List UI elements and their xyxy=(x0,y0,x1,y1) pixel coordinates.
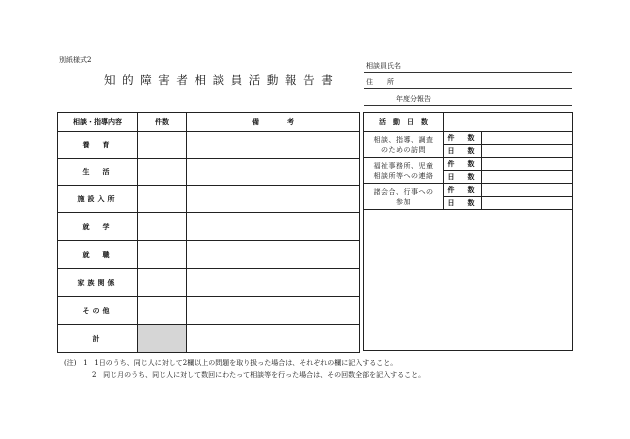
remarks-cell[interactable] xyxy=(187,186,360,213)
table-row xyxy=(58,297,360,325)
value-cell[interactable] xyxy=(482,171,573,184)
row-label: 生 活 xyxy=(58,159,138,186)
activity-label-line: 相談所等への連絡 xyxy=(373,171,434,180)
remarks-cell[interactable] xyxy=(187,297,360,325)
activity-label-visits xyxy=(364,132,444,158)
table-row xyxy=(58,241,360,269)
unit-cases: 件 数 xyxy=(444,132,482,145)
address-line[interactable] xyxy=(364,76,572,89)
remarks-cell[interactable] xyxy=(187,213,360,241)
row-label: 就 学 xyxy=(58,213,138,241)
form-title: 知的障害者相談員活動報告書 xyxy=(104,73,340,87)
count-cell[interactable] xyxy=(138,297,187,325)
total-count-cell xyxy=(138,325,187,353)
note-number: 1 xyxy=(83,359,88,367)
activity-label-line: のための訪問 xyxy=(381,145,426,154)
activity-header-blank xyxy=(444,113,573,132)
unit-days: 日 数 xyxy=(444,145,482,158)
activity-label-line: 福祉事務所、児童 xyxy=(373,161,434,170)
row-label: 施設入所 xyxy=(58,186,138,213)
row-label: 就 職 xyxy=(58,241,138,269)
name-line[interactable] xyxy=(364,60,572,73)
activity-label-line: 相談、指導、調査 xyxy=(373,135,434,144)
note-1 xyxy=(64,358,397,368)
activity-label-liaison xyxy=(364,158,444,184)
table-row xyxy=(364,158,573,171)
remarks-cell[interactable] xyxy=(187,269,360,297)
header-count: 件数 xyxy=(138,113,187,132)
unit-days: 日 数 xyxy=(444,197,482,210)
row-label: その他 xyxy=(58,297,138,325)
value-cell[interactable] xyxy=(482,158,573,171)
row-label: 養 育 xyxy=(58,132,138,159)
activity-label-line: 参加 xyxy=(396,197,411,206)
blank-area xyxy=(364,210,573,351)
header-remarks: 備 考 xyxy=(187,113,360,132)
activity-label-meetings xyxy=(364,184,444,210)
total-label: 計 xyxy=(58,325,138,353)
note-text: 同じ月のうち、同じ人に対して数回にわたって相談等を行った場合は、その回数全部を記入すること。 xyxy=(103,371,426,379)
activity-label-line: 諸会合、行事への xyxy=(373,187,434,196)
note-text: 1日のうち、同じ人に対して2欄以上の問題を取り扱った場合は、それぞれの欄に記入すること。 xyxy=(94,359,398,367)
table-row xyxy=(58,132,360,159)
activity-table xyxy=(363,112,573,351)
count-cell[interactable] xyxy=(138,186,187,213)
table-row xyxy=(58,159,360,186)
blank-area-row xyxy=(364,210,573,351)
unit-cases: 件 数 xyxy=(444,158,482,171)
count-cell[interactable] xyxy=(138,241,187,269)
count-cell[interactable] xyxy=(138,269,187,297)
activity-header: 活 動 日 数 xyxy=(364,113,444,132)
header-content: 相談・指導内容 xyxy=(58,113,138,132)
table-row xyxy=(364,132,573,145)
unit-days: 日 数 xyxy=(444,171,482,184)
table-row xyxy=(364,184,573,197)
total-row xyxy=(58,325,360,353)
name-label: 相談員氏名 xyxy=(366,62,401,70)
note-number: 2 xyxy=(92,371,97,379)
table-row xyxy=(58,213,360,241)
remarks-cell[interactable] xyxy=(187,132,360,159)
row-label: 家族関係 xyxy=(58,269,138,297)
count-cell[interactable] xyxy=(138,213,187,241)
count-cell[interactable] xyxy=(138,132,187,159)
total-remarks-cell[interactable] xyxy=(187,325,360,353)
count-cell[interactable] xyxy=(138,159,187,186)
unit-cases: 件 数 xyxy=(444,184,482,197)
value-cell[interactable] xyxy=(482,145,573,158)
remarks-cell[interactable] xyxy=(187,241,360,269)
value-cell[interactable] xyxy=(482,197,573,210)
address-label: 住 所 xyxy=(366,78,394,86)
note-2 xyxy=(92,370,425,380)
period-label: 年度分報告 xyxy=(396,95,431,103)
value-cell[interactable] xyxy=(482,132,573,145)
consultation-table xyxy=(57,112,360,353)
note-prefix: (注) xyxy=(64,359,77,367)
period-line[interactable] xyxy=(364,93,572,106)
table-row xyxy=(58,269,360,297)
table-row xyxy=(58,186,360,213)
value-cell[interactable] xyxy=(482,184,573,197)
remarks-cell[interactable] xyxy=(187,159,360,186)
form-code: 別紙様式2 xyxy=(59,56,92,64)
